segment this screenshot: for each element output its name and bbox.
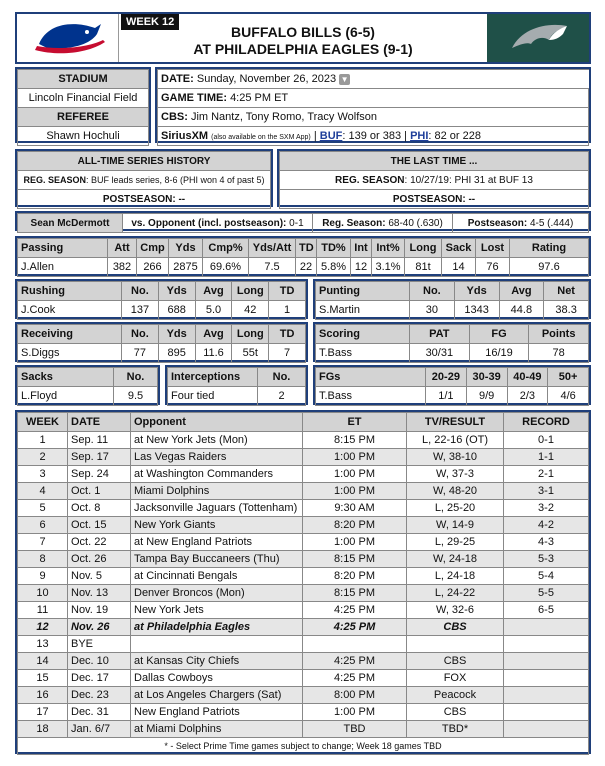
passing-col-yds-att: Yds/Att — [249, 239, 296, 258]
schedule-et: 8:15 PM — [303, 585, 407, 602]
schedule-week: 8 — [18, 551, 68, 568]
schedule-col-tv-result: TV/RESULT — [407, 413, 504, 432]
schedule-date: Nov. 13 — [68, 585, 131, 602]
schedule-date: Sep. 24 — [68, 466, 131, 483]
schedule-record: 5-5 — [504, 585, 589, 602]
fgs-40-49: 2/3 — [507, 387, 548, 406]
schedule-week: 14 — [18, 653, 68, 670]
receiving-player: S.Diggs — [18, 344, 122, 363]
schedule-et — [303, 636, 407, 653]
phi-link[interactable]: PHI — [410, 130, 429, 142]
schedule-date: Oct. 26 — [68, 551, 131, 568]
schedule-date: Jan. 6/7 — [68, 721, 131, 738]
receiving-col-long: Long — [232, 325, 269, 344]
schedule-opponent: at Miami Dolphins — [131, 721, 303, 738]
series-postseason: POSTSEASON: -- — [18, 190, 271, 209]
schedule-tv-result: L, 25-20 — [407, 500, 504, 517]
schedule-opponent: at Kansas City Chiefs — [131, 653, 303, 670]
schedule-row — [18, 534, 589, 551]
schedule-week: 1 — [18, 432, 68, 449]
fgs-header: FGs — [316, 368, 426, 387]
schedule-opponent: Miami Dolphins — [131, 483, 303, 500]
punting-col-net: Net — [544, 282, 589, 301]
passing-col-cmp: Cmp — [137, 239, 169, 258]
schedule-tv-result: W, 48-20 — [407, 483, 504, 500]
schedule-week: 4 — [18, 483, 68, 500]
schedule-week: 6 — [18, 517, 68, 534]
passing-lost: 76 — [476, 258, 510, 277]
schedule-et: 4:25 PM — [303, 653, 407, 670]
receiving-col-td: TD — [269, 325, 306, 344]
schedule-row — [18, 517, 589, 534]
punting-col-no: No. — [410, 282, 455, 301]
schedule-record — [504, 653, 589, 670]
passing-int: 12 — [351, 258, 372, 277]
schedule-row — [18, 721, 589, 738]
schedule-record: 5-4 — [504, 568, 589, 585]
punting-col-avg: Avg — [499, 282, 544, 301]
series-reg-value: : BUF leads series, 8-6 (PHI won 4 of past 5) — [85, 175, 265, 185]
fgs-30-39: 9/9 — [466, 387, 507, 406]
rushing-col-long: Long — [232, 282, 269, 301]
schedule-opponent: New England Patriots — [131, 704, 303, 721]
rushing-avg: 5.0 — [195, 301, 232, 320]
interceptions-player: Four tied — [168, 387, 258, 406]
schedule-row — [18, 449, 589, 466]
schedule-et: 4:25 PM — [303, 619, 407, 636]
passing-td-pct: 5.8% — [317, 258, 351, 277]
schedule-record — [504, 636, 589, 653]
sacks-box — [15, 365, 160, 405]
receiving-no: 77 — [122, 344, 159, 363]
passing-yds-att: 7.5 — [249, 258, 296, 277]
schedule-opponent: at New England Patriots — [131, 534, 303, 551]
date-value: Sunday, November 26, 2023 — [196, 73, 337, 85]
time-label: GAME TIME: — [161, 92, 227, 104]
schedule-row — [18, 602, 589, 619]
receiving-td: 7 — [269, 344, 306, 363]
schedule-opponent: Las Vegas Raiders — [131, 449, 303, 466]
rushing-box — [15, 279, 308, 319]
rushing-col-no: No. — [122, 282, 159, 301]
passing-col-yds: Yds — [169, 239, 203, 258]
coach-vs-label: vs. Opponent (incl. postseason): — [131, 217, 287, 229]
scoring-header: Scoring — [316, 325, 410, 344]
coach-post-label: Postseason: — [467, 217, 528, 229]
schedule-date: Sep. 11 — [68, 432, 131, 449]
scoring-player: T.Bass — [316, 344, 410, 363]
schedule-tv-result: W, 24-18 — [407, 551, 504, 568]
passing-row — [18, 258, 589, 277]
schedule-opponent: Denver Broncos (Mon) — [131, 585, 303, 602]
rushing-yds: 688 — [158, 301, 195, 320]
schedule-opponent: at Philadelphia Eagles — [131, 619, 303, 636]
schedule-row — [18, 483, 589, 500]
schedule-tv-result: L, 24-22 — [407, 585, 504, 602]
game-info-box: DATE: Sunday, November 26, 2023 ▼ GAME TIME: 4:25 PM ET CBS: Jim Nantz, Tony Romo, Tracy Wolfson SiriusXM (also available on the SXM App) | BUF: 139 or 383 | PHI: 82 or 228 — [155, 67, 591, 143]
schedule-tv-result: CBS — [407, 653, 504, 670]
schedule-et: 9:30 AM — [303, 500, 407, 517]
punting-box — [313, 279, 591, 319]
rushing-no: 137 — [122, 301, 159, 320]
coach-vs-value: 0-1 — [289, 217, 304, 229]
schedule-record: 3-1 — [504, 483, 589, 500]
schedule-col-opponent: Opponent — [131, 413, 303, 432]
coach-name: Sean McDermott — [18, 214, 123, 233]
receiving-yds: 895 — [158, 344, 195, 363]
passing-long: 81t — [405, 258, 442, 277]
sacks-player: L.Floyd — [18, 387, 114, 406]
punting-col-yds: Yds — [454, 282, 499, 301]
title-line-1: BUFFALO BILLS (6-5) — [231, 24, 375, 40]
schedule-tv-result: W, 37-3 — [407, 466, 504, 483]
schedule-date: Dec. 31 — [68, 704, 131, 721]
sacks-header: Sacks — [18, 368, 114, 387]
stadium-value: Lincoln Financial Field — [18, 89, 149, 108]
cbs-label: CBS: — [161, 111, 188, 123]
sxm-label: SiriusXM — [161, 130, 209, 142]
schedule-date: Oct. 1 — [68, 483, 131, 500]
schedule-et: 1:00 PM — [303, 534, 407, 551]
schedule-et: 8:00 PM — [303, 687, 407, 704]
schedule-week: 15 — [18, 670, 68, 687]
eagles-logo — [487, 14, 589, 62]
schedule-week: 5 — [18, 500, 68, 517]
passing-td: 22 — [296, 258, 317, 277]
schedule-record: 3-2 — [504, 500, 589, 517]
series-reg-label: REG. SEASON — [23, 175, 86, 185]
schedule-tv-result: CBS — [407, 704, 504, 721]
schedule-date: Oct. 8 — [68, 500, 131, 517]
schedule-box — [15, 410, 591, 754]
phi-channels: : 82 or 228 — [428, 130, 481, 142]
schedule-row — [18, 500, 589, 517]
receiving-box — [15, 322, 308, 362]
interceptions-box — [165, 365, 308, 405]
fgs-col-40-49: 40-49 — [507, 368, 548, 387]
schedule-record — [504, 704, 589, 721]
schedule-date: Nov. 19 — [68, 602, 131, 619]
schedule-week: 3 — [18, 466, 68, 483]
rushing-long: 42 — [232, 301, 269, 320]
passing-col-att: Att — [108, 239, 137, 258]
schedule-tv-result: L, 29-25 — [407, 534, 504, 551]
schedule-opponent: Tampa Bay Buccaneers (Thu) — [131, 551, 303, 568]
last-reg-label: REG. SEASON — [335, 174, 405, 186]
schedule-opponent: at Los Angeles Chargers (Sat) — [131, 687, 303, 704]
schedule-col-et: ET — [303, 413, 407, 432]
fgs-20-29: 1/1 — [426, 387, 467, 406]
rushing-col-yds: Yds — [158, 282, 195, 301]
passing-col-td-pct: TD% — [317, 239, 351, 258]
passing-col-long: Long — [405, 239, 442, 258]
fgs-box — [313, 365, 591, 405]
schedule-et: 1:00 PM — [303, 449, 407, 466]
sacks-col-no: No. — [114, 368, 158, 387]
schedule-et: 4:25 PM — [303, 602, 407, 619]
schedule-row — [18, 568, 589, 585]
schedule-col-date: DATE — [68, 413, 131, 432]
schedule-tv-result: L, 24-18 — [407, 568, 504, 585]
passing-yds: 2875 — [169, 258, 203, 277]
sxm-note: (also available on the SXM App) — [211, 134, 311, 141]
punting-no: 30 — [410, 301, 455, 320]
passing-col-td: TD — [296, 239, 317, 258]
schedule-week: 7 — [18, 534, 68, 551]
schedule-tv-result — [407, 636, 504, 653]
passing-col-cmp-pct: Cmp% — [203, 239, 249, 258]
header — [15, 12, 591, 64]
schedule-week: 18 — [18, 721, 68, 738]
coach-box — [15, 211, 591, 231]
schedule-row — [18, 585, 589, 602]
fgs-col-50-plus: 50+ — [548, 368, 589, 387]
schedule-opponent: at Washington Commanders — [131, 466, 303, 483]
passing-col-int-pct: Int% — [372, 239, 405, 258]
schedule-week: 12 — [18, 619, 68, 636]
series-history-title: ALL-TIME SERIES HISTORY — [18, 152, 271, 171]
scoring-points: 78 — [529, 344, 589, 363]
passing-sack: 14 — [442, 258, 476, 277]
punting-net: 38.3 — [544, 301, 589, 320]
schedule-row — [18, 636, 589, 653]
schedule-date: BYE — [68, 636, 131, 653]
date-dropdown-icon[interactable]: ▼ — [340, 74, 349, 84]
schedule-tv-result: W, 14-9 — [407, 517, 504, 534]
scoring-pat: 30/31 — [410, 344, 470, 363]
schedule-opponent: at New York Jets (Mon) — [131, 432, 303, 449]
punting-player: S.Martin — [316, 301, 410, 320]
interceptions-col-no: No. — [258, 368, 306, 387]
last-time-box — [277, 149, 591, 207]
receiving-col-no: No. — [122, 325, 159, 344]
passing-col-lost: Lost — [476, 239, 510, 258]
schedule-row — [18, 704, 589, 721]
title-line-2: AT PHILADELPHIA EAGLES (9-1) — [193, 41, 413, 57]
passing-player: J.Allen — [18, 258, 108, 277]
coach-post-value: 4-5 (.444) — [529, 217, 574, 229]
rushing-header: Rushing — [18, 282, 122, 301]
passing-col-int: Int — [351, 239, 372, 258]
schedule-record: 4-3 — [504, 534, 589, 551]
schedule-week: 2 — [18, 449, 68, 466]
schedule-tv-result: FOX — [407, 670, 504, 687]
schedule-tv-result: CBS — [407, 619, 504, 636]
scoring-box — [313, 322, 591, 362]
interceptions-header: Interceptions — [168, 368, 258, 387]
scoring-col-points: Points — [529, 325, 589, 344]
stadium-label: STADIUM — [18, 70, 149, 89]
last-postseason: POSTSEASON: -- — [280, 190, 589, 209]
venue-box — [15, 67, 151, 143]
buf-channels: : 139 or 383 — [342, 130, 402, 142]
schedule-row — [18, 432, 589, 449]
buf-link[interactable]: BUF — [319, 130, 343, 142]
schedule-record: 6-5 — [504, 602, 589, 619]
receiving-header: Receiving — [18, 325, 122, 344]
schedule-date: Oct. 15 — [68, 517, 131, 534]
schedule-opponent: Jacksonville Jaguars (Tottenham) — [131, 500, 303, 517]
schedule-tv-result: TBD* — [407, 721, 504, 738]
schedule-date: Oct. 22 — [68, 534, 131, 551]
schedule-tv-result: L, 22-16 (OT) — [407, 432, 504, 449]
scoring-col-pat: PAT — [410, 325, 470, 344]
schedule-et: 1:00 PM — [303, 466, 407, 483]
sacks-no: 9.5 — [114, 387, 158, 406]
schedule-et: 8:20 PM — [303, 517, 407, 534]
last-time-title: THE LAST TIME ... — [280, 152, 589, 171]
schedule-record — [504, 687, 589, 704]
schedule-opponent: New York Giants — [131, 517, 303, 534]
schedule-tv-result: W, 32-6 — [407, 602, 504, 619]
punting-yds: 1343 — [454, 301, 499, 320]
schedule-record: 1-1 — [504, 449, 589, 466]
passing-box — [15, 236, 591, 276]
rushing-td: 1 — [269, 301, 306, 320]
schedule-footnote: * - Select Prime Time games subject to change; Week 18 games TBD — [18, 738, 589, 755]
cbs-value: Jim Nantz, Tony Romo, Tracy Wolfson — [190, 111, 377, 123]
receiving-long: 55t — [232, 344, 269, 363]
passing-col-rating: Rating — [510, 239, 589, 258]
punting-avg: 44.8 — [499, 301, 544, 320]
passing-col-sack: Sack — [442, 239, 476, 258]
schedule-opponent: Dallas Cowboys — [131, 670, 303, 687]
schedule-date: Dec. 17 — [68, 670, 131, 687]
rushing-player: J.Cook — [18, 301, 122, 320]
schedule-record: 2-1 — [504, 466, 589, 483]
schedule-et: TBD — [303, 721, 407, 738]
schedule-week: 17 — [18, 704, 68, 721]
fgs-player: T.Bass — [316, 387, 426, 406]
referee-label: REFEREE — [18, 108, 149, 127]
game-title — [119, 24, 487, 58]
schedule-opponent: New York Jets — [131, 602, 303, 619]
schedule-week: 13 — [18, 636, 68, 653]
scoring-fg: 16/19 — [469, 344, 529, 363]
schedule-date: Dec. 23 — [68, 687, 131, 704]
schedule-record — [504, 670, 589, 687]
schedule-header-row — [18, 413, 589, 432]
schedule-opponent — [131, 636, 303, 653]
schedule-col-record: RECORD — [504, 413, 589, 432]
passing-rating: 97.6 — [510, 258, 589, 277]
schedule-week: 16 — [18, 687, 68, 704]
schedule-record: 0-1 — [504, 432, 589, 449]
schedule-et: 8:15 PM — [303, 551, 407, 568]
schedule-row — [18, 687, 589, 704]
schedule-et: 8:15 PM — [303, 432, 407, 449]
receiving-col-avg: Avg — [195, 325, 232, 344]
bills-logo — [17, 14, 119, 62]
date-label: DATE: — [161, 73, 194, 85]
schedule-et: 1:00 PM — [303, 704, 407, 721]
schedule-row — [18, 619, 589, 636]
referee-value: Shawn Hochuli — [18, 127, 149, 146]
passing-int-pct: 3.1% — [372, 258, 405, 277]
schedule-week: 10 — [18, 585, 68, 602]
schedule-record: 4-2 — [504, 517, 589, 534]
series-history-box — [15, 149, 273, 207]
schedule-week: 9 — [18, 568, 68, 585]
schedule-date: Dec. 10 — [68, 653, 131, 670]
punting-header: Punting — [316, 282, 410, 301]
passing-header: Passing — [18, 239, 108, 258]
schedule-week: 11 — [18, 602, 68, 619]
schedule-et: 4:25 PM — [303, 670, 407, 687]
coach-reg-label: Reg. Season: — [322, 217, 386, 229]
schedule-row — [18, 466, 589, 483]
schedule-tv-result: W, 38-10 — [407, 449, 504, 466]
schedule-opponent: at Cincinnati Bengals — [131, 568, 303, 585]
schedule-et: 1:00 PM — [303, 483, 407, 500]
schedule-record — [504, 721, 589, 738]
scoring-col-fg: FG — [469, 325, 529, 344]
passing-cmp-pct: 69.6% — [203, 258, 249, 277]
schedule-col-week: WEEK — [18, 413, 68, 432]
schedule-date: Nov. 5 — [68, 568, 131, 585]
interceptions-no: 2 — [258, 387, 306, 406]
schedule-row — [18, 551, 589, 568]
schedule-date: Nov. 26 — [68, 619, 131, 636]
receiving-col-yds: Yds — [158, 325, 195, 344]
coach-reg-value: 68-40 (.630) — [388, 217, 443, 229]
schedule-date: Sep. 17 — [68, 449, 131, 466]
passing-att: 382 — [108, 258, 137, 277]
schedule-row — [18, 670, 589, 687]
schedule-tv-result: Peacock — [407, 687, 504, 704]
schedule-et: 8:20 PM — [303, 568, 407, 585]
week-badge: WEEK 12 — [121, 14, 179, 30]
schedule-row — [18, 653, 589, 670]
passing-cmp: 266 — [137, 258, 169, 277]
time-value: 4:25 PM ET — [230, 92, 289, 104]
rushing-col-avg: Avg — [195, 282, 232, 301]
fgs-col-20-29: 20-29 — [426, 368, 467, 387]
last-reg-value: : 10/27/19: PHI 31 at BUF 13 — [404, 174, 533, 186]
receiving-avg: 11.6 — [195, 344, 232, 363]
schedule-record: 5-3 — [504, 551, 589, 568]
schedule-record — [504, 619, 589, 636]
rushing-col-td: TD — [269, 282, 306, 301]
fgs-50-plus: 4/6 — [548, 387, 589, 406]
fgs-col-30-39: 30-39 — [466, 368, 507, 387]
